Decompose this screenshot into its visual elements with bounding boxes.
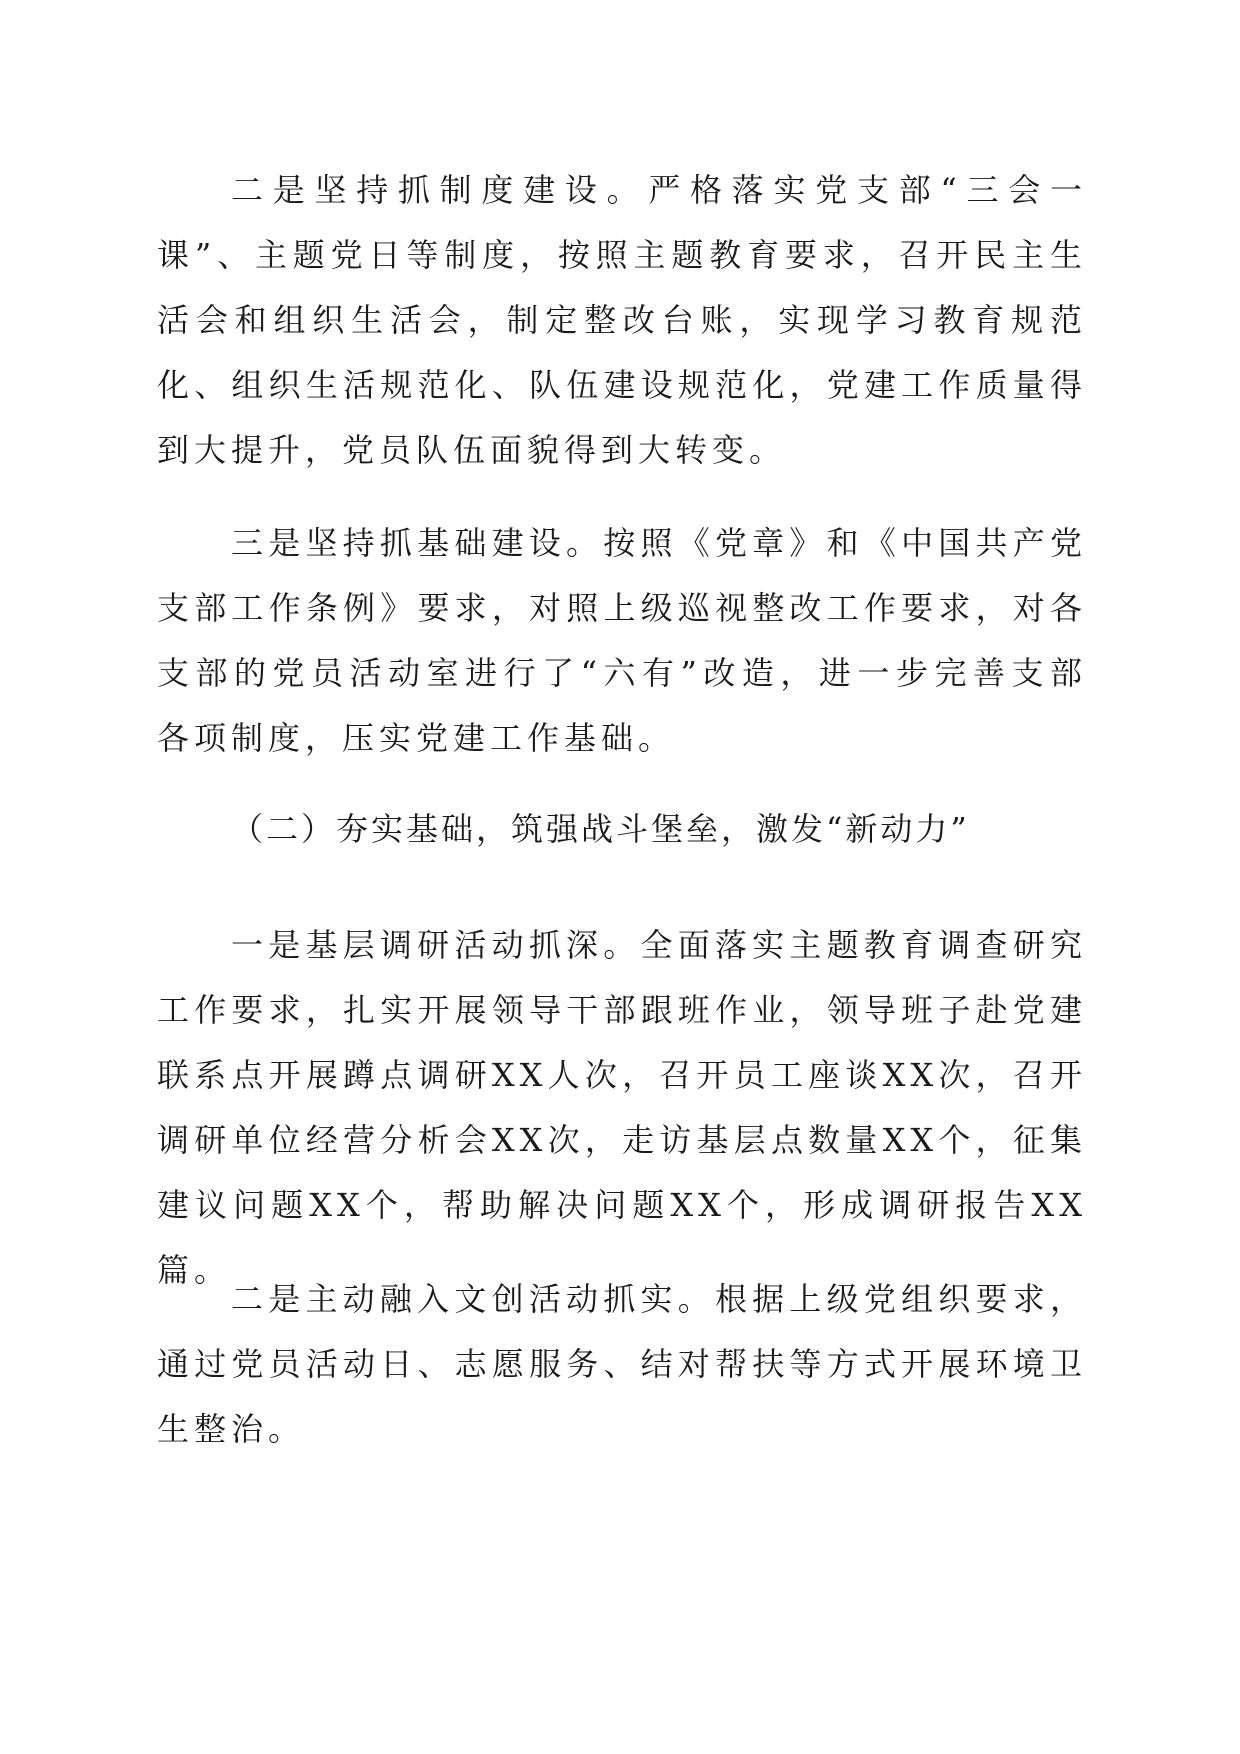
paragraph-foundation-building: 三是坚持抓基础建设。按照《党章》和《中国共产党支部工作条例》要求，对照上级巡视整改工作要求，对各支部的党员活动室进行了“六有”改造，进一步完善支部各项制度，压实党建工作基础。 bbox=[157, 524, 1087, 757]
section-heading: （二）夯实基础，筑强战斗堡垒，激发“新动力” bbox=[231, 810, 970, 848]
paragraph-cultural-activities: 二是主动融入文创活动抓实。根据上级党组织要求，通过党员活动日、志愿服务、结对帮扶等方式开展环境卫生整治。 bbox=[157, 1280, 1087, 1448]
paragraph-grassroots-research: 一是基层调研活动抓深。全面落实主题教育调查研究工作要求，扎实开展领导干部跟班作业，领导班子赴党建联系点开展蹲点调研XX人次，召开员工座谈XX次，召开调研单位经营分析会XX次，走访基层点数量XX个，征集建议问题XX个，帮助解决问题XX个，形成调研报告XX篇。 bbox=[157, 926, 1087, 1289]
paragraph-system-building: 二是坚持抓制度建设。严格落实党支部“三会一课”、主题党日等制度，按照主题教育要求，召开民主生活会和组织生活会，制定整改台账，实现学习教育规范化、组织生活规范化、队伍建设规范化，党建工作质量得到大提升，党员队伍面貌得到大转变。 bbox=[157, 171, 1087, 469]
